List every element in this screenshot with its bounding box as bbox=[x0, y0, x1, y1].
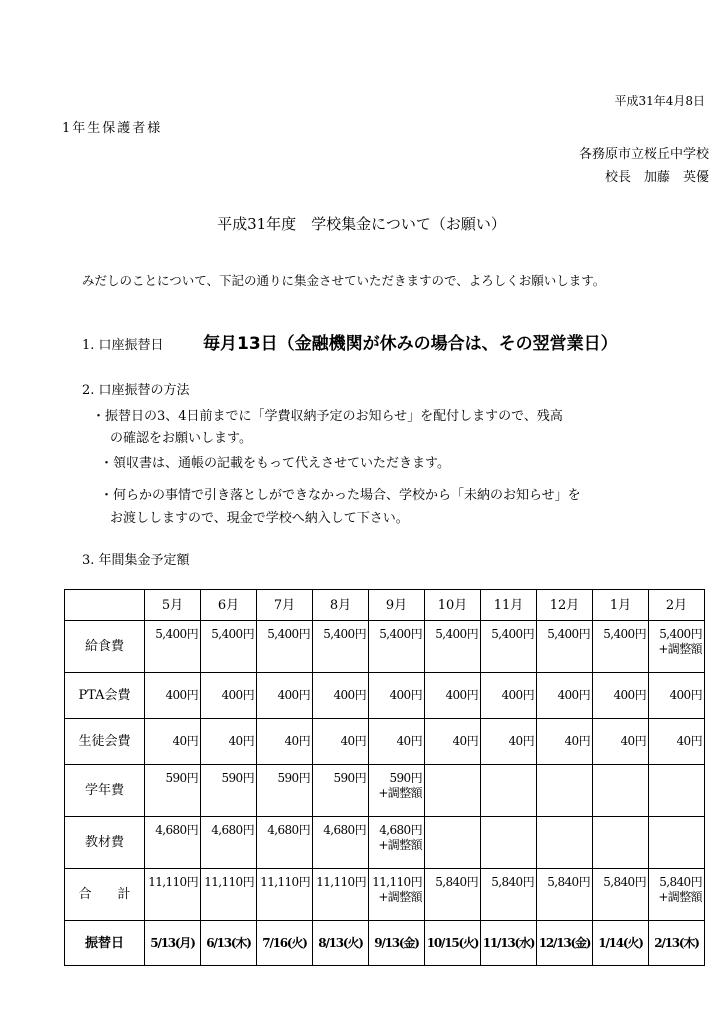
amount-value: 40円 bbox=[508, 734, 534, 748]
amount-value: 4,680円 bbox=[267, 823, 310, 837]
amount-cell bbox=[425, 673, 481, 719]
row-label: 振替日 bbox=[65, 921, 145, 966]
amount-value: 5,400円 bbox=[547, 627, 590, 641]
amount-value: 5,840円 bbox=[435, 875, 478, 889]
month-header: 12月 bbox=[537, 590, 593, 621]
amount-value: 11,110円 bbox=[316, 875, 366, 889]
transfer-date-row bbox=[65, 921, 705, 966]
month-header: 10月 bbox=[425, 590, 481, 621]
section2-bullet3-line2: お渡ししますので、現金で学校へ納入して下さい。 bbox=[110, 511, 409, 526]
amount-cell bbox=[257, 673, 313, 719]
section2-bullet1-line2: の確認をお願いします。 bbox=[110, 431, 252, 446]
section3-heading: 3. 年間集金予定額 bbox=[82, 553, 190, 568]
amount-cell bbox=[201, 869, 257, 921]
amount-cell bbox=[481, 621, 537, 673]
amount-value: 400円 bbox=[221, 688, 254, 702]
amount-cell bbox=[649, 817, 705, 869]
amount-cell bbox=[425, 719, 481, 765]
month-header: 8月 bbox=[313, 590, 369, 621]
amount-value: 5,400円 bbox=[435, 627, 478, 641]
amount-value: 4,680円 bbox=[323, 823, 366, 837]
amount-value: 5,400円 bbox=[323, 627, 366, 641]
amount-value: 400円 bbox=[389, 688, 422, 702]
table-row bbox=[65, 817, 705, 869]
amount-cell bbox=[313, 621, 369, 673]
amount-cell bbox=[593, 869, 649, 921]
amount-cell bbox=[593, 817, 649, 869]
amount-cell bbox=[201, 817, 257, 869]
amount-cell bbox=[537, 719, 593, 765]
amount-cell bbox=[145, 765, 201, 817]
amount-value: 400円 bbox=[557, 688, 590, 702]
amount-cell bbox=[145, 621, 201, 673]
table-row bbox=[65, 673, 705, 719]
amount-value: 11,110円 bbox=[148, 875, 198, 889]
amount-cell bbox=[425, 621, 481, 673]
amount-cell bbox=[201, 673, 257, 719]
month-header: 7月 bbox=[257, 590, 313, 621]
month-header: 1月 bbox=[593, 590, 649, 621]
row-label: 給食費 bbox=[65, 621, 145, 673]
amount-value: 4,680円 bbox=[379, 823, 422, 837]
amount-value: 400円 bbox=[669, 688, 702, 702]
amount-cell bbox=[257, 765, 313, 817]
amount-cell bbox=[649, 869, 705, 921]
document-date: 平成31年4月8日 bbox=[614, 94, 705, 108]
amount-cell bbox=[481, 673, 537, 719]
recipient: 1年生保護者様 bbox=[62, 121, 163, 136]
amount-value: 40円 bbox=[564, 734, 590, 748]
amount-cell bbox=[145, 719, 201, 765]
amount-cell bbox=[369, 869, 425, 921]
amount-value: 5,400円 bbox=[491, 627, 534, 641]
transfer-date: 9/13(金) bbox=[369, 921, 425, 966]
amount-cell bbox=[313, 817, 369, 869]
row-label: 学年費 bbox=[65, 765, 145, 817]
month-header: 9月 bbox=[369, 590, 425, 621]
amount-cell bbox=[201, 719, 257, 765]
amount-cell bbox=[313, 719, 369, 765]
table-row bbox=[65, 869, 705, 921]
month-header: 11月 bbox=[481, 590, 537, 621]
amount-value: 5,400円 bbox=[155, 627, 198, 641]
amount-cell bbox=[649, 673, 705, 719]
amount-value: 5,400円 bbox=[267, 627, 310, 641]
school-name: 各務原市立桜丘中学校 bbox=[578, 147, 709, 162]
amount-cell bbox=[369, 621, 425, 673]
table-header-row bbox=[65, 590, 705, 621]
amount-value: 590円 bbox=[389, 771, 422, 785]
amount-cell bbox=[313, 765, 369, 817]
amount-value: 5,400円 bbox=[379, 627, 422, 641]
amount-cell bbox=[425, 817, 481, 869]
amount-value: 400円 bbox=[613, 688, 646, 702]
amount-cell bbox=[145, 817, 201, 869]
amount-value: 400円 bbox=[333, 688, 366, 702]
row-label: PTA会費 bbox=[65, 673, 145, 719]
adjustment-note: +調整額 bbox=[658, 642, 702, 656]
amount-value: 5,400円 bbox=[603, 627, 646, 641]
section1-heading: 1. 口座振替日 bbox=[82, 338, 164, 353]
transfer-date: 1/14(火) bbox=[593, 921, 649, 966]
row-label: 合 計 bbox=[65, 869, 145, 921]
adjustment-note: +調整額 bbox=[378, 786, 422, 800]
section2-heading: 2. 口座振替の方法 bbox=[82, 383, 190, 398]
transfer-date: 2/13(木) bbox=[649, 921, 705, 966]
amount-cell bbox=[369, 817, 425, 869]
transfer-date: 5/13(月) bbox=[145, 921, 201, 966]
amount-value: 5,840円 bbox=[547, 875, 590, 889]
amount-cell bbox=[257, 719, 313, 765]
transfer-date: 12/13(金) bbox=[537, 921, 593, 966]
row-label: 生徒会費 bbox=[65, 719, 145, 765]
amount-value: 40円 bbox=[452, 734, 478, 748]
amount-cell bbox=[593, 621, 649, 673]
amount-value: 40円 bbox=[620, 734, 646, 748]
amount-cell bbox=[537, 869, 593, 921]
amount-value: 11,110円 bbox=[372, 875, 422, 889]
amount-cell bbox=[649, 765, 705, 817]
amount-value: 11,110円 bbox=[260, 875, 310, 889]
amount-cell bbox=[537, 817, 593, 869]
amount-cell bbox=[537, 765, 593, 817]
section2-bullet3-line1: ・何らかの事情で引き落としができなかった場合、学校から「未納のお知らせ」を bbox=[100, 488, 581, 503]
adjustment-note: +調整額 bbox=[658, 890, 702, 904]
amount-cell bbox=[649, 719, 705, 765]
amount-value: 11,110円 bbox=[204, 875, 254, 889]
amount-value: 4,680円 bbox=[211, 823, 254, 837]
amount-value: 40円 bbox=[284, 734, 310, 748]
document-title: 平成31年度 学校集金について（お願い） bbox=[217, 215, 506, 233]
amount-cell bbox=[369, 673, 425, 719]
transfer-date: 11/13(水) bbox=[481, 921, 537, 966]
amount-cell bbox=[593, 719, 649, 765]
amount-cell bbox=[481, 817, 537, 869]
amount-value: 40円 bbox=[676, 734, 702, 748]
amount-value: 40円 bbox=[396, 734, 422, 748]
amount-value: 5,840円 bbox=[491, 875, 534, 889]
amount-cell bbox=[593, 673, 649, 719]
intro-text: みだしのことについて、下記の通りに集金させていただきますので、よろしくお願いします。 bbox=[82, 273, 606, 288]
amount-value: 400円 bbox=[501, 688, 534, 702]
table-row bbox=[65, 719, 705, 765]
table-corner-cell bbox=[65, 590, 145, 621]
transfer-date: 7/16(火) bbox=[257, 921, 313, 966]
amount-value: 40円 bbox=[228, 734, 254, 748]
amount-cell bbox=[649, 621, 705, 673]
amount-cell bbox=[257, 869, 313, 921]
fee-schedule-table bbox=[64, 589, 705, 966]
amount-cell bbox=[425, 765, 481, 817]
amount-value: 590円 bbox=[333, 771, 366, 785]
table-row bbox=[65, 765, 705, 817]
amount-cell bbox=[257, 817, 313, 869]
amount-cell bbox=[593, 765, 649, 817]
amount-value: 400円 bbox=[277, 688, 310, 702]
month-header: 2月 bbox=[649, 590, 705, 621]
amount-value: 5,840円 bbox=[659, 875, 702, 889]
transfer-date: 10/15(火) bbox=[425, 921, 481, 966]
amount-cell bbox=[313, 869, 369, 921]
amount-cell bbox=[369, 765, 425, 817]
amount-cell bbox=[201, 621, 257, 673]
section2-bullet1-line1: ・振替日の3、4日前までに「学費収納予定のお知らせ」を配付しますので、残高 bbox=[92, 409, 563, 424]
transfer-date: 8/13(火) bbox=[313, 921, 369, 966]
amount-cell bbox=[257, 621, 313, 673]
amount-value: 400円 bbox=[445, 688, 478, 702]
amount-value: 590円 bbox=[277, 771, 310, 785]
amount-cell bbox=[145, 869, 201, 921]
amount-value: 40円 bbox=[340, 734, 366, 748]
amount-cell bbox=[145, 673, 201, 719]
adjustment-note: +調整額 bbox=[378, 890, 422, 904]
transfer-date: 6/13(木) bbox=[201, 921, 257, 966]
amount-value: 5,400円 bbox=[659, 627, 702, 641]
amount-value: 4,680円 bbox=[155, 823, 198, 837]
amount-cell bbox=[481, 765, 537, 817]
month-header: 6月 bbox=[201, 590, 257, 621]
row-label: 教材費 bbox=[65, 817, 145, 869]
amount-cell bbox=[425, 869, 481, 921]
adjustment-note: +調整額 bbox=[378, 838, 422, 852]
amount-value: 590円 bbox=[221, 771, 254, 785]
amount-value: 40円 bbox=[172, 734, 198, 748]
amount-cell bbox=[201, 765, 257, 817]
amount-value: 5,840円 bbox=[603, 875, 646, 889]
amount-cell bbox=[537, 673, 593, 719]
table-row bbox=[65, 621, 705, 673]
amount-value: 5,400円 bbox=[211, 627, 254, 641]
section1-value: 毎月13日（金融機関が休みの場合は、その翌営業日） bbox=[203, 334, 618, 354]
amount-value: 400円 bbox=[165, 688, 198, 702]
amount-value: 590円 bbox=[165, 771, 198, 785]
amount-cell bbox=[481, 719, 537, 765]
principal-name: 校長 加藤 英優 bbox=[604, 170, 709, 185]
amount-cell bbox=[481, 869, 537, 921]
section2-bullet2: ・領収書は、通帳の記載をもって代えさせていただきます。 bbox=[100, 456, 450, 471]
amount-cell bbox=[313, 673, 369, 719]
amount-cell bbox=[369, 719, 425, 765]
month-header: 5月 bbox=[145, 590, 201, 621]
amount-cell bbox=[537, 621, 593, 673]
